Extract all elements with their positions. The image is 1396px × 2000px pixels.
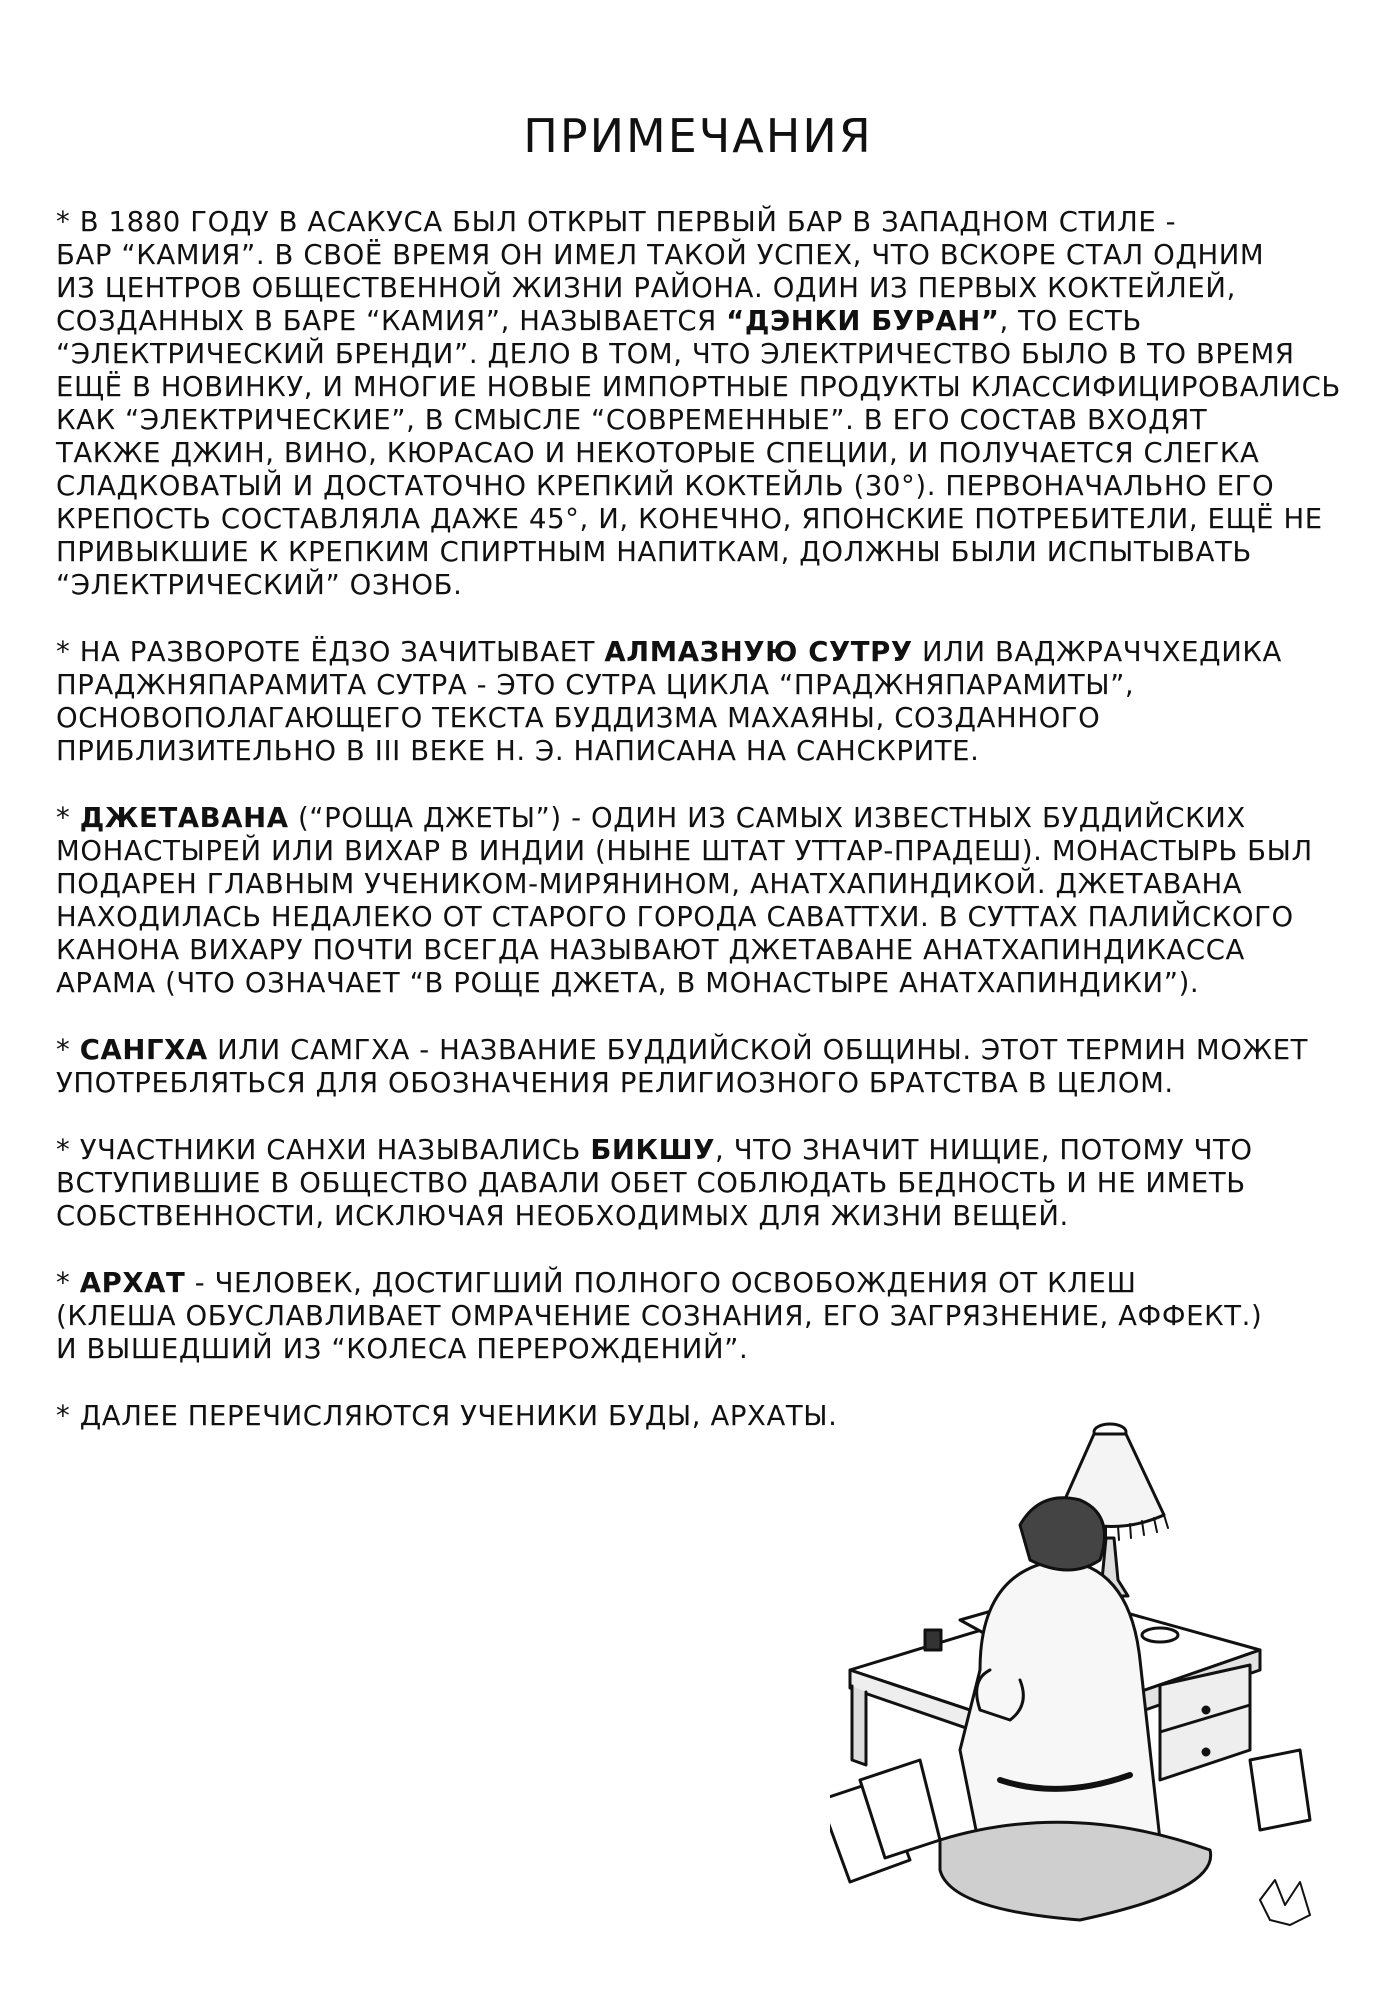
ashtray bbox=[1142, 1628, 1178, 1642]
note-text: , ЧТО ЗНАЧИТ НИЩИЕ, ПОТОМУ ЧТО ВСТУПИВШИЕ В ОБЩЕСТВО ДАВАЛИ ОБЕТ СОБЛЮДАТЬ БЕДНОСТЬ И НЕ ИМЕТЬ СОБСТВЕННОСТИ, ИСКЛЮЧАЯ НЕОБХОДИМЫХ ДЛЯ ЖИЗНИ ВЕЩЕЙ. bbox=[56, 1134, 1253, 1232]
note-paragraph bbox=[56, 636, 1356, 768]
desk-leg-left bbox=[852, 1686, 866, 1765]
note-paragraph bbox=[56, 206, 1356, 602]
note-text: * bbox=[56, 802, 80, 834]
desk-drawers bbox=[1160, 1665, 1250, 1780]
notes-list bbox=[56, 206, 1356, 1467]
ink-bottle bbox=[925, 1630, 941, 1650]
note-text: , ТО ЕСТЬ “ЭЛЕКТРИЧЕСКИЙ БРЕНДИ”. ДЕЛО В ТОМ, ЧТО ЭЛЕКТРИЧЕСТВО БЫЛО В ТО ВРЕМЯ ЕЩЁ В НОВИНКУ, И МНОГИЕ НОВЫЕ ИМПОРТНЫЕ ПРОДУКТЫ КЛАССИФИЦИРОВАЛИСЬ КАК “ЭЛЕКТРИЧЕСКИЕ”, В СМЫСЛЕ “СОВРЕМЕННЫЕ”. В ЕГО СОСТАВ ВХОДЯТ ТАКЖЕ ДЖИН, ВИНО, КЮРАСАО И НЕКОТОРЫЕ СПЕЦИИ, И ПОЛУЧАЕТСЯ СЛЕГКА СЛАДКОВАТЫЙ И ДОСТАТОЧНО КРЕПКИЙ КОКТЕЙЛЬ (30°). ПЕРВОНАЧАЛЬНО ЕГО КРЕПОСТЬ СОСТАВЛЯЛА ДАЖЕ 45°, И, КОНЕЧНО, ЯПОНСКИЕ ПОТРЕБИТЕЛИ, ЕЩЁ НЕ ПРИВЫКШИЕ К КРЕПКИМ СПИРТНЫМ НАПИТКАМ, ДОЛЖНЫ БЫЛИ ИСПЫТЫВАТЬ “ЭЛЕКТРИЧЕСКИЙ” ОЗНОБ. bbox=[56, 305, 1341, 601]
magazine-right bbox=[1250, 1750, 1310, 1830]
note-term: САНГХА bbox=[79, 1034, 208, 1066]
note-text: (“РОЩА ДЖЕТЫ”) - ОДИН ИЗ САМЫХ ИЗВЕСТНЫХ БУДДИЙСКИХ МОНАСТЫРЕЙ ИЛИ ВИХАР В ИНДИИ (НЫНЕ ШТАТ УТТАР-ПРАДЕШ). МОНАСТЫРЬ БЫЛ ПОДАРЕН ГЛАВНЫМ УЧЕНИКОМ-МИРЯНИНОМ, АНАТХАПИНДИКОЙ. ДЖЕТАВАНА НАХОДИЛАСЬ НЕДАЛЕКО ОТ СТАРОГО ГОРОДА САВАТТХИ. В СУТТАХ ПАЛИЙСКОГО КАНОНА ВИХАРУ ПОЧТИ ВСЕГДА НАЗЫВАЮТ ДЖЕТАВАНЕ АНАТХАПИНДИКАССА АРАМА (ЧТО ОЗНАЧАЕТ “В РОЩЕ ДЖЕТА, В МОНАСТЫРЕ АНАТХАПИНДИКИ”). bbox=[56, 802, 1313, 999]
note-paragraph bbox=[56, 802, 1356, 1000]
note-text: - ЧЕЛОВЕК, ДОСТИГШИЙ ПОЛНОГО ОСВОБОЖДЕНИЯ ОТ КЛЕШ (КЛЕША ОБУСЛАВЛИВАЕТ ОМРАЧЕНИЕ СОЗНАНИЯ, ЕГО ЗАГРЯЗНЕНИЕ, АФФЕКТ.) И ВЫШЕДШИЙ ИЗ “КОЛЕСА ПЕРЕРОЖДЕНИЙ”. bbox=[56, 1267, 1263, 1365]
note-paragraph bbox=[56, 1267, 1356, 1366]
cushion bbox=[940, 1822, 1211, 1920]
note-term: “ДЭНКИ БУРАН” bbox=[726, 305, 1000, 337]
note-text: * УЧАСТНИКИ САНХИ НАЗЫВАЛИСЬ bbox=[56, 1134, 591, 1166]
note-text: ИЛИ ВАДЖРАЧЧХЕДИКА ПРАДЖНЯПАРАМИТА СУТРА - ЭТО СУТРА ЦИКЛА “ПРАДЖНЯПАРАМИТЫ”, ОСНОВОПОЛАГАЮЩЕГО ТЕКСТА БУДДИЗМА МАХАЯНЫ, СОЗДАННОГО ПРИБЛИЗИТЕЛЬНО В III ВЕКЕ Н. Э. НАПИСАНА НА САНСКРИТЕ. bbox=[56, 636, 1282, 767]
drawer-knob bbox=[1203, 1707, 1209, 1713]
note-text: * В 1880 ГОДУ В АСАКУСА БЫЛ ОТКРЫТ ПЕРВЫЙ БАР В ЗАПАДНОМ СТИЛЕ - БАР “КАМИЯ”. В СВОЁ ВРЕМЯ ОН ИМЕЛ ТАКОЙ УСПЕХ, ЧТО ВСКОРЕ СТАЛ ОДНИМ ИЗ ЦЕНТРОВ ОБЩЕСТВЕННОЙ ЖИЗНИ РАЙОНА. ОДИН ИЗ ПЕРВЫХ КОКТЕЙЛЕЙ, СОЗДАННЫХ В БАРЕ “КАМИЯ”, НАЗЫВАЕТСЯ bbox=[56, 206, 1265, 337]
page-title: ПРИМЕЧАНИЯ bbox=[523, 108, 873, 163]
note-text: * bbox=[56, 1034, 80, 1066]
note-paragraph bbox=[56, 1134, 1356, 1233]
note-term: АРХАТ bbox=[79, 1267, 186, 1299]
note-paragraph bbox=[56, 1034, 1356, 1100]
note-text: * НА РАЗВОРОТЕ ЁДЗО ЗАЧИТЫВАЕТ bbox=[56, 636, 605, 668]
note-term: ДЖЕТАВАНА bbox=[79, 802, 289, 834]
note-term: БИКШУ bbox=[590, 1134, 716, 1166]
man-writing-at-desk-illustration bbox=[830, 1420, 1330, 1950]
signature-doodle bbox=[1260, 1880, 1310, 1925]
man-head bbox=[1020, 1498, 1105, 1570]
note-term: АЛМАЗНУЮ СУТРУ bbox=[604, 636, 913, 668]
drawer-knob-2 bbox=[1203, 1749, 1209, 1755]
note-text: ИЛИ САМГХА - НАЗВАНИЕ БУДДИЙСКОЙ ОБЩИНЫ. ЭТОТ ТЕРМИН МОЖЕТ УПОТРЕБЛЯТЬСЯ ДЛЯ ОБОЗНАЧЕНИЯ РЕЛИГИОЗНОГО БРАТСТВА В ЦЕЛОМ. bbox=[56, 1034, 1309, 1099]
note-text: * bbox=[56, 1267, 80, 1299]
note-text: * ДАЛЕЕ ПЕРЕЧИСЛЯЮТСЯ УЧЕНИКИ БУДЫ, АРХАТЫ. bbox=[56, 1400, 838, 1432]
